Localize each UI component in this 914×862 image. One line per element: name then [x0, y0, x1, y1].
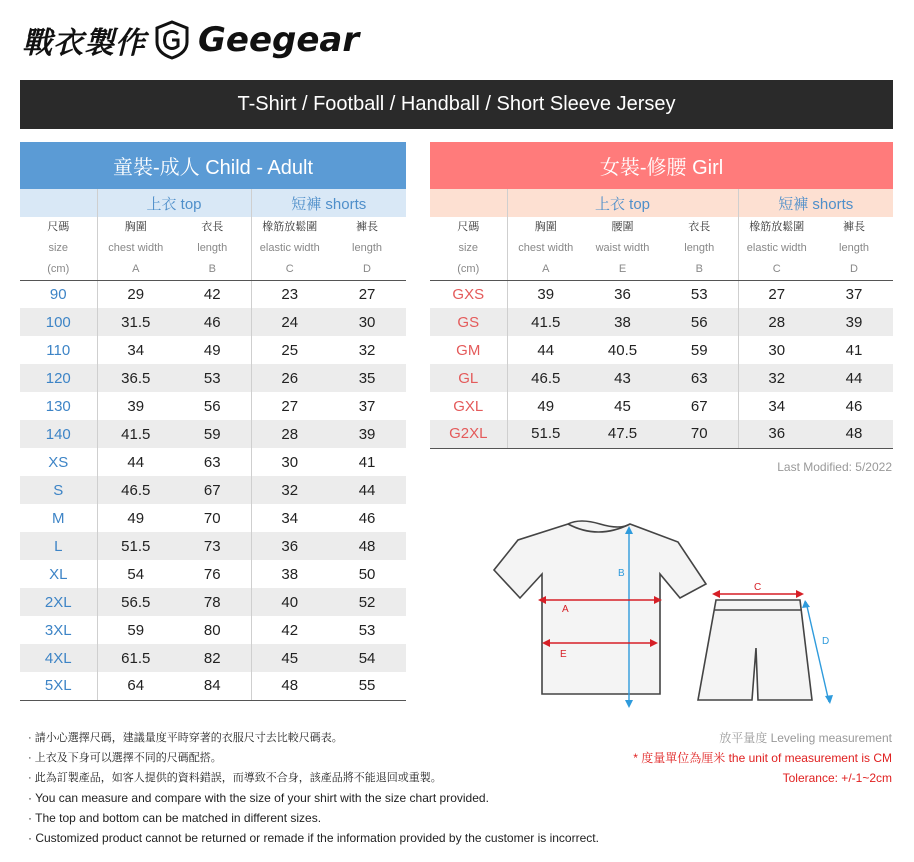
- header-en: chest width: [518, 241, 574, 254]
- measurement-cell: 59: [97, 616, 174, 644]
- size-cell: GL: [430, 364, 507, 392]
- measurement-notes: [633, 728, 892, 788]
- measurement-cell: 36: [738, 420, 815, 448]
- label-b: B: [618, 568, 625, 579]
- measurement-cell: 80: [203, 621, 221, 639]
- measurement-cell: 30: [251, 448, 328, 476]
- measurement-cell: 49: [97, 504, 174, 532]
- table-row: [430, 364, 893, 392]
- measurement-cell: 29: [97, 280, 174, 308]
- measurement-cell: 24: [251, 308, 328, 336]
- header-code: D: [363, 262, 371, 275]
- measurement-cell: 73: [174, 532, 251, 560]
- measurement-cell: 82: [174, 644, 251, 672]
- measurement-cell: 36: [251, 532, 328, 560]
- column-header: [328, 217, 406, 280]
- size-cell: L: [20, 532, 97, 560]
- measurement-cell: 54: [97, 560, 174, 588]
- note-item: · The top and bottom can be matched in different sizes.: [28, 811, 322, 825]
- measurement-cell: 32: [738, 364, 815, 392]
- size-cell: 130: [45, 397, 71, 415]
- header-code: C: [772, 262, 781, 275]
- measurement-cell: 28: [738, 308, 815, 336]
- measurement-cell: 32: [251, 476, 328, 504]
- header-code: E: [618, 262, 627, 275]
- header-zh: 尺碼: [47, 221, 70, 233]
- header-zh: 腰圍: [611, 221, 634, 233]
- table-row: [20, 392, 406, 420]
- column-header: [661, 217, 738, 280]
- column-header: [20, 217, 97, 280]
- measurement-cell: 36: [614, 285, 631, 303]
- header-en: length: [352, 241, 383, 254]
- size-cell: 120: [20, 364, 97, 392]
- measurement-cell: 41.5: [507, 308, 584, 336]
- table-row: [20, 532, 406, 560]
- column-header: [174, 217, 251, 280]
- measurement-cell: 39: [815, 308, 893, 336]
- table-row: [430, 392, 893, 420]
- measurement-cell: 39: [507, 280, 584, 308]
- measurement-cell: 34: [738, 392, 815, 420]
- header-code: B: [208, 262, 216, 275]
- column-header: [430, 217, 507, 280]
- header-en: size: [458, 241, 479, 254]
- shield-icon: [154, 20, 190, 60]
- tshirt-outline: [494, 521, 706, 694]
- measurement-cell: 28: [251, 420, 328, 448]
- measurement-cell: 56.5: [97, 588, 174, 616]
- measurement-cell: 48: [328, 532, 406, 560]
- size-cell: 110: [46, 341, 71, 359]
- measurement-cell: 63: [203, 453, 221, 471]
- header-code: B: [695, 262, 703, 275]
- measurement-cell: 67: [690, 397, 708, 415]
- measurement-cell: 44: [815, 364, 893, 392]
- measurement-diagram: [488, 518, 838, 718]
- measurement-cell: 35: [328, 364, 406, 392]
- size-cell: 5XL: [20, 672, 97, 700]
- leveling-note: 放平量度 Leveling measurement: [719, 731, 892, 745]
- header-zh: 橡筋放鬆圍: [749, 221, 805, 233]
- measurement-cell: 40: [251, 588, 328, 616]
- measurement-cell: 23: [251, 280, 328, 308]
- measurement-cell: 55: [328, 672, 406, 700]
- measurement-cell: 44: [328, 476, 406, 504]
- table-row: [20, 504, 406, 532]
- measurement-cell: 42: [203, 285, 221, 303]
- header-en: waist width: [595, 241, 650, 254]
- table-row: [20, 672, 406, 700]
- measurement-cell: 46.5: [507, 364, 584, 392]
- measurement-cell: 64: [97, 672, 174, 700]
- measurement-cell: 51.5: [507, 420, 584, 448]
- header-code: A: [542, 262, 550, 275]
- column-header: [97, 217, 174, 280]
- size-cell: GXL: [453, 397, 484, 415]
- header-zh: 胸圍: [534, 221, 557, 233]
- header-code: (cm): [47, 262, 70, 275]
- measurement-cell: 67: [174, 476, 251, 504]
- header-code: D: [850, 262, 858, 275]
- header-en: length: [197, 241, 228, 254]
- measurement-cell: 30: [328, 308, 406, 336]
- header-en: size: [48, 241, 69, 254]
- column-header: [507, 217, 584, 280]
- measurement-cell: 25: [251, 336, 328, 364]
- measurement-cell: 48: [251, 672, 328, 700]
- size-cell: 90: [49, 285, 67, 303]
- measurement-cell: 78: [174, 588, 251, 616]
- measurement-cell: 27: [738, 280, 815, 308]
- measurement-cell: 56: [203, 397, 221, 415]
- header-zh: 尺碼: [457, 221, 480, 233]
- header-code: A: [132, 262, 140, 275]
- label-a: A: [562, 604, 569, 615]
- measurement-cell: 43: [584, 364, 661, 392]
- unit-note: * 度量單位為厘米 the unit of measurement is CM: [633, 751, 892, 765]
- column-header: [251, 217, 328, 280]
- measurement-cell: 26: [251, 364, 328, 392]
- size-cell: S: [20, 476, 97, 504]
- label-d: D: [822, 636, 830, 647]
- measurement-cell: 46: [174, 308, 251, 336]
- measurement-cell: 30: [738, 336, 815, 364]
- product-banner: T-Shirt / Football / Handball / Short Sleeve Jersey: [20, 80, 893, 129]
- measurement-cell: 61.5: [97, 644, 174, 672]
- brand-name-en: Geegear: [198, 20, 360, 60]
- girl-top-label: 上衣 top: [507, 189, 738, 217]
- measurement-cell: 42: [251, 616, 328, 644]
- child-top-label: 上衣 top: [97, 189, 251, 217]
- notes-list: [28, 728, 599, 848]
- child-shorts-label: 短褲 shorts: [251, 189, 406, 217]
- measurement-cell: 53: [690, 285, 708, 303]
- tolerance-note: Tolerance: +/-1~2cm: [782, 771, 892, 785]
- measurement-cell: 39: [97, 392, 174, 420]
- size-cell: 140: [20, 420, 97, 448]
- header-zh: 衣長: [201, 221, 224, 233]
- measurement-cell: 31.5: [97, 308, 174, 336]
- header-en: length: [839, 241, 870, 254]
- column-header: [738, 217, 815, 280]
- measurement-cell: 45: [614, 397, 631, 415]
- header-zh: 褲長: [843, 221, 866, 233]
- measurement-cell: 44: [97, 448, 174, 476]
- size-cell: 3XL: [44, 621, 72, 639]
- column-header: [584, 217, 661, 280]
- measurement-cell: 34: [97, 336, 174, 364]
- table-row: [20, 644, 406, 672]
- measurement-cell: 37: [358, 397, 376, 415]
- header-en: elastic width: [259, 241, 320, 254]
- child-size-table: [20, 142, 406, 701]
- measurement-cell: 45: [251, 644, 328, 672]
- header-code: (cm): [457, 262, 480, 275]
- measurement-cell: 44: [507, 336, 584, 364]
- header-code: C: [285, 262, 294, 275]
- table-row: [20, 560, 406, 588]
- column-header: [815, 217, 893, 280]
- measurement-cell: 53: [358, 621, 376, 639]
- label-c: C: [754, 582, 762, 593]
- header-en: length: [684, 241, 715, 254]
- size-cell: 2XL: [20, 588, 97, 616]
- measurement-cell: 32: [358, 341, 376, 359]
- size-cell: GS: [430, 308, 507, 336]
- measurement-cell: 59: [690, 341, 708, 359]
- measurement-cell: 39: [328, 420, 406, 448]
- header-zh: 橡筋放鬆圍: [262, 221, 318, 233]
- header-en: elastic width: [746, 241, 807, 254]
- size-cell: M: [52, 509, 65, 527]
- measurement-cell: 52: [328, 588, 406, 616]
- girl-size-table: [430, 142, 893, 449]
- header-zh: 褲長: [356, 221, 379, 233]
- table-row: [20, 616, 406, 644]
- measurement-cell: 70: [203, 509, 221, 527]
- shorts-outline: [698, 600, 812, 700]
- measurement-cell: 49: [507, 392, 584, 420]
- measurement-cell: 47.5: [584, 420, 661, 448]
- size-cell: GXS: [452, 285, 485, 303]
- table-row: [20, 308, 406, 336]
- measurement-cell: 48: [815, 420, 893, 448]
- table-row: [430, 336, 893, 364]
- table-row: [20, 364, 406, 392]
- header-zh: 胸圍: [124, 221, 147, 233]
- size-cell: 4XL: [20, 644, 97, 672]
- note-item: · 上衣及下身可以選擇不同的尺碼配搭。: [28, 752, 222, 764]
- table-row: [20, 448, 406, 476]
- measurement-cell: 46.5: [97, 476, 174, 504]
- size-cell: 100: [20, 308, 97, 336]
- header-zh: 衣長: [688, 221, 711, 233]
- child-table-title: 童裝-成人 Child - Adult: [20, 142, 406, 189]
- measurement-cell: 59: [174, 420, 251, 448]
- measurement-cell: 27: [358, 285, 376, 303]
- measurement-cell: 70: [661, 420, 738, 448]
- table-row: [430, 420, 893, 448]
- measurement-cell: 41.5: [97, 420, 174, 448]
- measurement-cell: 36.5: [97, 364, 174, 392]
- measurement-cell: 40.5: [607, 341, 638, 359]
- measurement-cell: 51.5: [97, 532, 174, 560]
- measurement-cell: 46: [358, 509, 376, 527]
- table-row: [430, 308, 893, 336]
- measurement-cell: 41: [845, 341, 863, 359]
- measurement-cell: 41: [358, 453, 376, 471]
- measurement-cell: 38: [584, 308, 661, 336]
- brand-name-zh: 戰衣製作: [22, 26, 146, 61]
- header-en: chest width: [108, 241, 164, 254]
- label-e: E: [560, 649, 567, 660]
- table-row: [20, 336, 406, 364]
- size-cell: XL: [49, 565, 68, 583]
- measurement-cell: 76: [203, 565, 221, 583]
- girl-table-title: 女裝-修腰 Girl: [430, 142, 893, 189]
- measurement-cell: 37: [845, 285, 863, 303]
- table-row: [20, 588, 406, 616]
- measurement-cell: 27: [251, 392, 328, 420]
- table-row: [430, 280, 893, 308]
- measurement-cell: 34: [251, 504, 328, 532]
- measurement-cell: 38: [251, 560, 328, 588]
- measurement-cell: 53: [174, 364, 251, 392]
- note-item: · 請小心選擇尺碼，建議量度平時穿著的衣服尺寸去比較尺碼表。: [28, 732, 343, 744]
- girl-shorts-label: 短褲 shorts: [738, 189, 893, 217]
- measurement-cell: 56: [661, 308, 738, 336]
- note-item: · You can measure and compare with the size of your shirt with the size chart provided.: [28, 791, 489, 805]
- note-item: · Customized product cannot be returned or remade if the information provided by the customer is incorrect.: [28, 831, 599, 845]
- table-row: [20, 476, 406, 504]
- size-cell: G2XL: [430, 420, 507, 448]
- size-cell: XS: [48, 453, 69, 471]
- table-row: [20, 280, 406, 308]
- measurement-cell: 50: [358, 565, 376, 583]
- note-item: · 此為訂製產品，如客人提供的資料錯誤，而導致不合身，該產品將不能退回或重製。: [28, 772, 442, 784]
- table-row: [20, 420, 406, 448]
- last-modified: Last Modified: 5/2022: [777, 460, 892, 474]
- measurement-cell: 63: [661, 364, 738, 392]
- brand-logo: [22, 18, 359, 62]
- size-cell: GM: [456, 341, 481, 359]
- measurement-cell: 46: [845, 397, 863, 415]
- measurement-cell: 49: [203, 341, 221, 359]
- measurement-cell: 84: [174, 672, 251, 700]
- measurement-cell: 54: [328, 644, 406, 672]
